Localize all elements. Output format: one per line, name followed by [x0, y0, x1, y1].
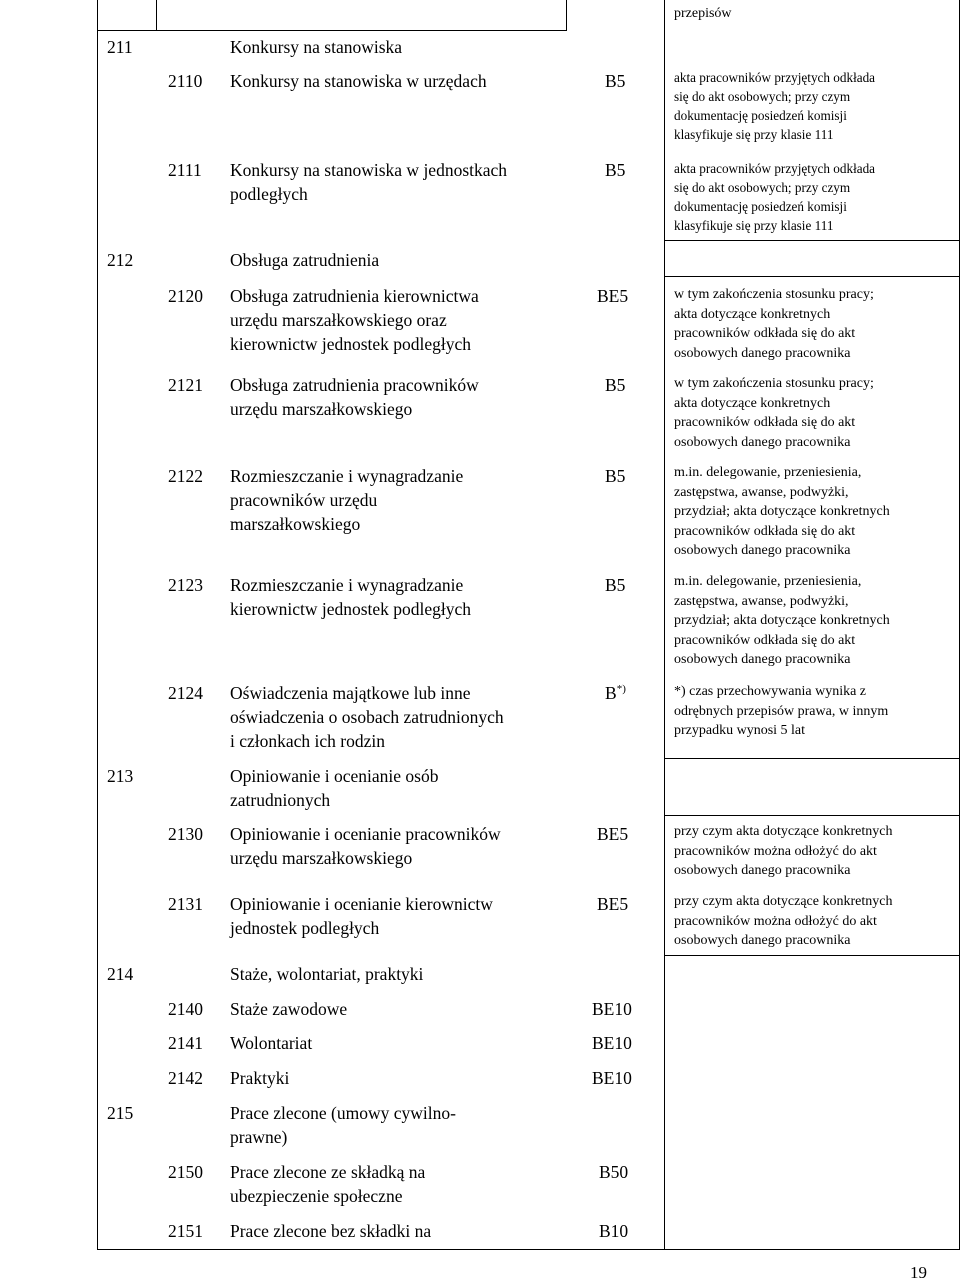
row-category — [597, 892, 628, 916]
row-title — [230, 1219, 431, 1243]
category-code: B5 — [605, 575, 626, 595]
row-symbol: 2140 — [168, 999, 203, 1019]
row-category — [605, 69, 625, 93]
row-remarks-line: klasyfikuje się przy klasie 111 — [674, 218, 834, 233]
row-title-line: marszałkowskiego — [230, 514, 361, 534]
category-code: B50 — [599, 1162, 629, 1182]
row-title-line: ubezpieczenie społeczne — [230, 1186, 403, 1206]
row-title — [230, 822, 501, 870]
row-remarks-line: klasyfikuje się przy klasie 111 — [674, 127, 834, 142]
row-remarks — [674, 285, 874, 363]
row-title-line: Staże zawodowe — [230, 999, 348, 1019]
row-title-line: urzędu marszałkowskiego — [230, 848, 413, 868]
row-title-line: Prace zlecone bez składki na — [230, 1221, 432, 1241]
row-remarks-line: akta pracowników przyjętych odkłada — [674, 161, 876, 176]
row-category — [599, 1219, 628, 1243]
row-remarks-line: zastępstwa, awanse, podwyżki, — [674, 484, 849, 500]
row-title-line: zatrudnionych — [230, 790, 331, 810]
row-symbol: 213 — [107, 766, 134, 786]
row-title — [230, 464, 463, 536]
row-remarks-line: dokumentację posiedzeń komisji — [674, 108, 847, 123]
row-symbol: 212 — [107, 250, 134, 270]
row-symbol: 2150 — [168, 1162, 203, 1182]
row-title — [230, 248, 379, 272]
row-remarks-line: osobowych danego pracownika — [674, 434, 851, 450]
row-remarks-line: przy czym akta dotyczące konkretnych — [674, 824, 893, 839]
row-remarks-line: pracowników odkłada się do akt — [674, 523, 856, 539]
grid-line — [664, 0, 665, 1250]
row-remarks — [674, 892, 892, 951]
row-remarks-line: dokumentację posiedzeń komisji — [674, 199, 847, 214]
row-symbol: 2110 — [168, 71, 203, 91]
category-code: B5 — [605, 71, 626, 91]
grid-line — [664, 240, 959, 241]
row-remarks-line: akta dotyczące konkretnych — [674, 395, 831, 411]
row-category — [605, 373, 625, 397]
row-symbol: 2131 — [168, 894, 203, 914]
row-title-line: kierownictw jednostek podległych — [230, 334, 472, 354]
grid-line — [97, 0, 98, 1250]
row-remarks — [674, 159, 875, 235]
row-remarks-line: w tym zakończenia stosunku pracy; — [674, 376, 874, 391]
row-title — [230, 573, 471, 621]
row-remarks-line: m.in. delegowanie, przeniesienia, — [674, 465, 862, 480]
row-symbol: 215 — [107, 1103, 134, 1123]
row-title-line: urzędu marszałkowskiego — [230, 399, 413, 419]
row-remarks-line: osobowych danego pracownika — [674, 863, 851, 878]
row-title-line: i członkach ich rodzin — [230, 731, 386, 751]
row-title — [230, 69, 487, 93]
category-code: BE10 — [592, 1068, 632, 1088]
grid-line — [664, 276, 959, 277]
row-title-line: Opiniowanie i ocenianie pracowników — [230, 824, 501, 844]
row-category — [599, 1160, 628, 1184]
row-remarks-line: pracowników odkłada się do akt — [674, 632, 856, 648]
category-code: BE5 — [597, 286, 629, 306]
row-title — [230, 35, 402, 59]
row-remarks-line: pracowników można odłożyć do akt — [674, 913, 877, 929]
category-code: B10 — [599, 1221, 629, 1241]
row-symbol: 2142 — [168, 1068, 203, 1088]
row-remarks-line: akta pracowników przyjętych odkłada — [674, 70, 876, 85]
row-symbol: 2124 — [168, 683, 203, 703]
row-title-line: prawne) — [230, 1127, 288, 1147]
row-remarks-line: osobowych danego pracownika — [674, 933, 851, 948]
row-title — [230, 892, 493, 940]
category-code: BE10 — [592, 999, 632, 1019]
row-title-line: Obsługa zatrudnienia pracowników — [230, 375, 479, 395]
row-title-line: Opiniowanie i ocenianie kierownictw — [230, 894, 493, 914]
row-remarks-line: przy czym akta dotyczące konkretnych — [674, 894, 893, 909]
row-symbol: 2121 — [168, 375, 203, 395]
category-code: BE5 — [597, 824, 629, 844]
row-category — [605, 573, 625, 597]
row-title — [230, 681, 504, 753]
row-title-line: Oświadczenia majątkowe lub inne — [230, 683, 471, 703]
row-category — [605, 464, 625, 488]
row-symbol: 211 — [107, 37, 133, 57]
row-title — [230, 764, 439, 812]
remarks-header-tail: przepisów — [674, 6, 732, 21]
row-title-line: Obsługa zatrudnienia kierownictwa — [230, 286, 479, 306]
row-remarks-line: odrębnych przepisów prawa, w innym — [674, 703, 889, 719]
row-category — [605, 158, 625, 182]
row-title-line: Prace zlecone (umowy cywilno- — [230, 1103, 456, 1123]
category-footnote-marker: *) — [616, 683, 626, 696]
row-title-line: kierownictw jednostek podległych — [230, 599, 472, 619]
grid-line — [664, 758, 959, 759]
row-symbol: 2151 — [168, 1221, 203, 1241]
row-symbol: 2123 — [168, 575, 203, 595]
row-remarks-line: pracowników odkłada się do akt — [674, 326, 856, 341]
row-title — [230, 373, 479, 421]
row-title-line: oświadczenia o osobach zatrudnionych — [230, 707, 504, 727]
row-title-line: Rozmieszczanie i wynagradzanie — [230, 575, 464, 595]
row-category — [592, 1066, 632, 1090]
row-title-line: Rozmieszczanie i wynagradzanie — [230, 466, 464, 486]
row-remarks — [674, 572, 890, 670]
grid-line — [97, 1249, 959, 1250]
row-remarks — [674, 463, 890, 561]
row-symbol: 2130 — [168, 824, 203, 844]
row-title-line: Praktyki — [230, 1068, 290, 1088]
grid-line — [664, 815, 959, 816]
row-title-line: Staże, wolontariat, praktyki — [230, 964, 424, 984]
row-remarks-line: przydział; akta dotyczące konkretnych — [674, 613, 890, 628]
row-remarks-line: przypadku wynosi 5 lat — [674, 723, 806, 738]
row-remarks-line: zastępstwa, awanse, podwyżki, — [674, 593, 849, 609]
row-remarks-line: w tym zakończenia stosunku pracy; — [674, 287, 874, 302]
row-category — [597, 284, 628, 308]
row-remarks-line: m.in. delegowanie, przeniesienia, — [674, 574, 862, 589]
category-code: BE10 — [592, 1033, 632, 1053]
row-title-line: urzędu marszałkowskiego oraz — [230, 310, 447, 330]
row-category — [592, 997, 632, 1021]
row-remarks-line: *) czas przechowywania wynika z — [674, 684, 867, 699]
row-title-line: podległych — [230, 184, 308, 204]
row-symbol: 2122 — [168, 466, 203, 486]
row-title — [230, 1066, 289, 1090]
row-title — [230, 997, 347, 1021]
grid-line — [156, 0, 157, 30]
row-title-line: Konkursy na stanowiska w jednostkach — [230, 160, 508, 180]
row-category — [605, 681, 626, 705]
row-title-line: Wolontariat — [230, 1033, 313, 1053]
grid-line — [566, 0, 567, 30]
row-remarks-line: się do akt osobowych; przy czym — [674, 89, 851, 104]
page-number: 19 — [910, 1263, 927, 1282]
category-code: B5 — [605, 466, 626, 486]
row-title-line: Prace zlecone ze składką na — [230, 1162, 426, 1182]
category-code: BE5 — [597, 894, 629, 914]
row-category — [592, 1031, 632, 1055]
row-title-line: pracowników urzędu — [230, 490, 378, 510]
row-symbol: 2120 — [168, 286, 203, 306]
row-remarks-line: akta dotyczące konkretnych — [674, 306, 831, 322]
row-remarks — [674, 68, 875, 144]
row-category — [597, 822, 628, 846]
row-title — [230, 962, 423, 986]
row-remarks-line: osobowych danego pracownika — [674, 652, 851, 667]
row-remarks-line: pracowników można odłożyć do akt — [674, 843, 877, 859]
grid-line — [664, 955, 959, 956]
row-symbol: 2111 — [168, 160, 202, 180]
row-title-line: Opiniowanie i ocenianie osób — [230, 766, 439, 786]
row-remarks-line: pracowników odkłada się do akt — [674, 415, 856, 430]
row-title-line: Konkursy na stanowiska w urzędach — [230, 71, 487, 91]
grid-line — [97, 30, 567, 31]
category-code: B5 — [605, 160, 626, 180]
row-remarks-line: się do akt osobowych; przy czym — [674, 180, 851, 195]
row-remarks-line: osobowych danego pracownika — [674, 543, 851, 558]
row-symbol: 2141 — [168, 1033, 203, 1053]
category-code: B — [605, 683, 617, 703]
row-title-line: Konkursy na stanowiska — [230, 37, 403, 57]
row-title-line: jednostek podległych — [230, 918, 380, 938]
row-title — [230, 284, 479, 356]
row-title — [230, 158, 507, 206]
row-symbol: 214 — [107, 964, 134, 984]
row-title — [230, 1101, 456, 1149]
row-remarks — [674, 822, 892, 881]
row-remarks-line: przydział; akta dotyczące konkretnych — [674, 504, 890, 519]
row-title-line: Obsługa zatrudnienia — [230, 250, 380, 270]
row-remarks — [674, 374, 874, 452]
row-title — [230, 1031, 312, 1055]
row-remarks-line: osobowych danego pracownika — [674, 345, 851, 361]
category-code: B5 — [605, 375, 626, 395]
row-remarks — [674, 682, 888, 741]
row-title — [230, 1160, 425, 1208]
